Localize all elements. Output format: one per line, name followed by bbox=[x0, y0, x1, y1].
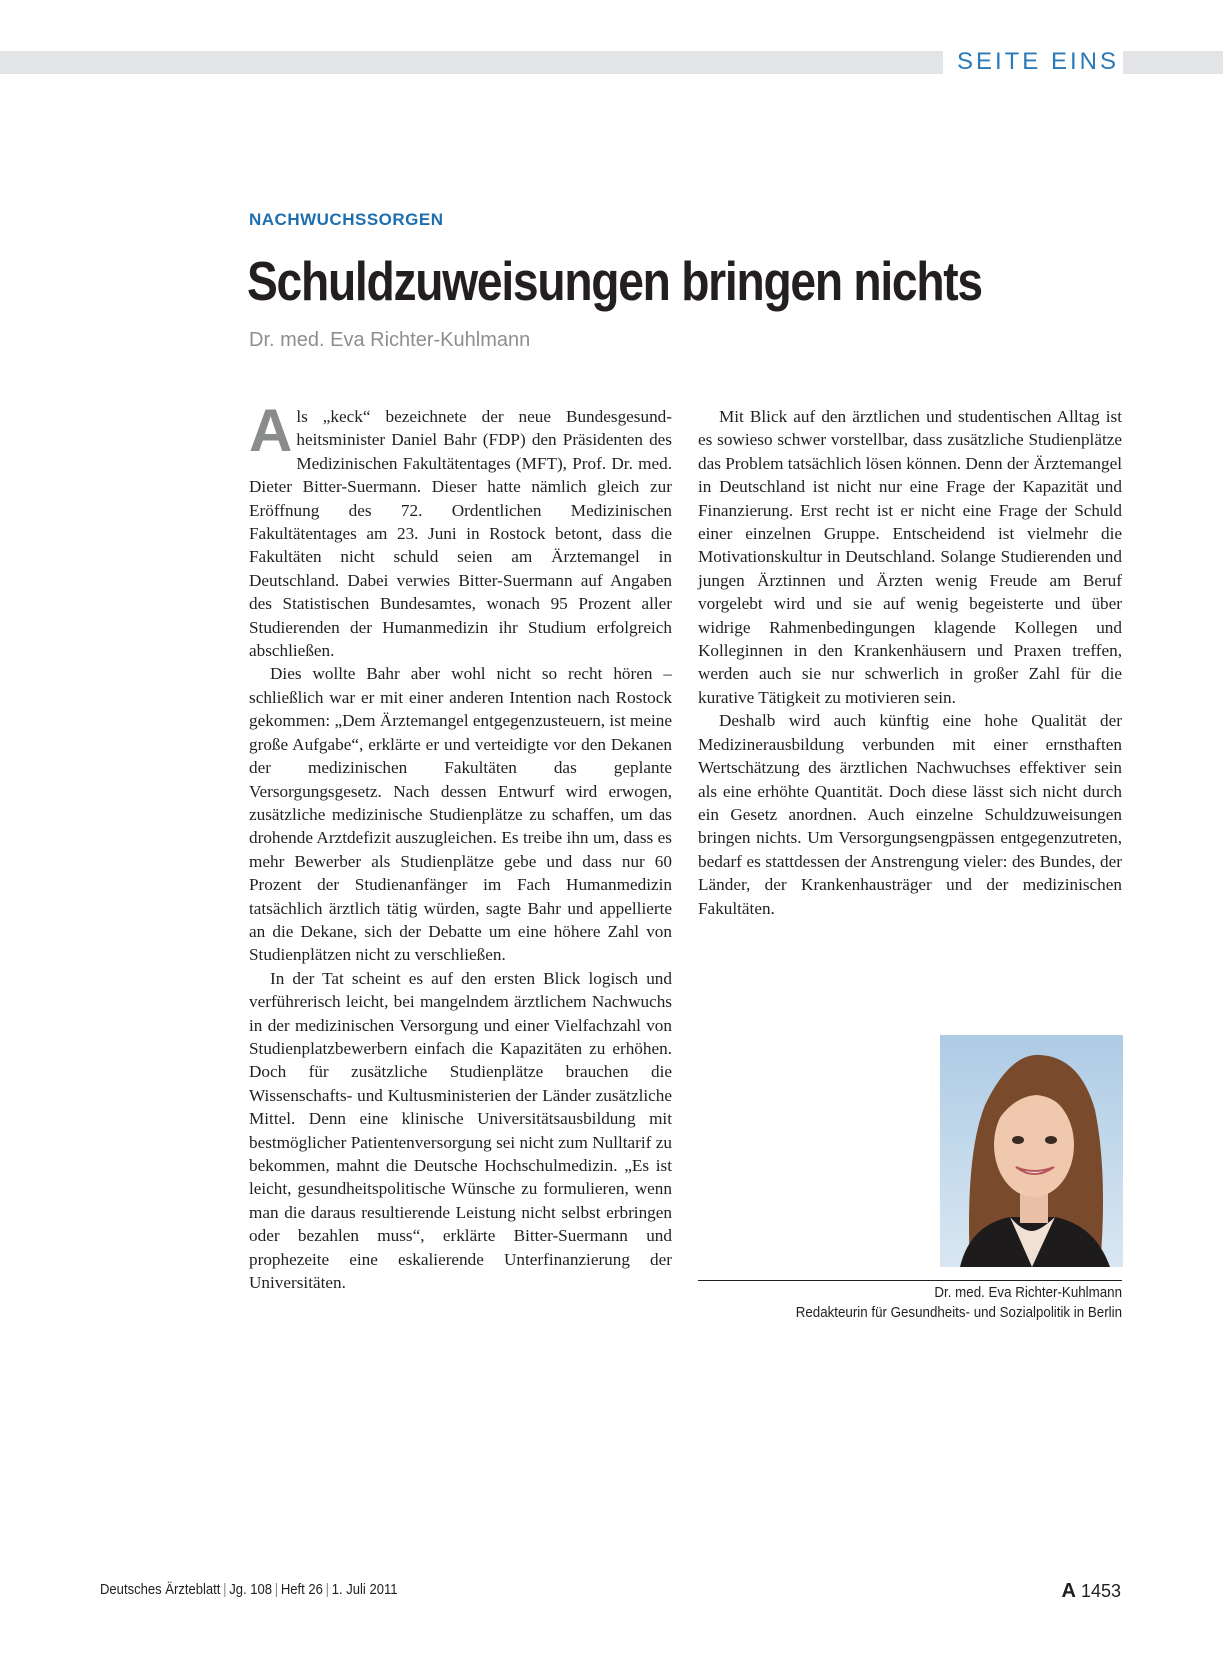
volume: Jg. 108 bbox=[229, 1582, 273, 1598]
caption-name: Dr. med. Eva Richter-Kuhlmann bbox=[934, 1285, 1122, 1301]
right-column bbox=[698, 405, 1122, 920]
paragraph: Als „keck“ bezeichnete der neue Bundesgesundheitsminister Daniel Bahr (FDP) den Präsidenten des Medizinischen Fakultätentages (MFT), Prof. Dr. med. Dieter Bitter-Suermann. Dieser hatte nämlich gleich zur Eröffnung des 72. Ordentlichen Medizinischen Fakultätentages am 23. Juni in Rostock betont, dass die Fakultäten nicht schuld seien am Ärztemangel in Deutschland. Dabei verwies Bitter-Suermann auf Angaben des Statistischen Bundesamtes, wonach 95 Prozent aller Studierenden der Humanmedizin ihr Studium erfolgreich abschließen. bbox=[249, 397, 672, 661]
portrait-caption bbox=[732, 1283, 1122, 1323]
section-label: SEITE EINS bbox=[943, 47, 1123, 77]
separator: | bbox=[325, 1582, 330, 1598]
article-kicker: NACHWUCHSSORGEN bbox=[249, 210, 444, 229]
issue: Heft 26 bbox=[280, 1582, 323, 1598]
portrait-illustration bbox=[940, 1035, 1123, 1267]
separator: | bbox=[223, 1582, 227, 1598]
separator: | bbox=[274, 1582, 279, 1598]
journal-name: Deutsches Ärzteblatt bbox=[100, 1582, 221, 1598]
caption-role: Redakteurin für Gesundheits- und Sozialpolitik in Berlin bbox=[795, 1305, 1122, 1321]
paragraph: Dies wollte Bahr aber wohl nicht so recht hören – schließlich war er mit einer anderen Intention nach Rostock gekommen: „Dem Ärztemangel entgegenzusteuern, ist meine große Aufgabe“, erklärte er und verteidigte vor den Dekanen der medizinischen Fakultäten das geplante Versorgungsgesetz. Nach dessen Entwurf wird erwogen, zusätzliche medizinische Studienplätze zu schaffen, um das drohende Arztdefizit auszugleichen. Es treibe ihn um, dass es mehr Bewerber als Studienplätze gebe und dass nur 60 Prozent der Studienanfänger im Fach Humanmedizin tatsächlich ärztlich tätig würden, sagte Bahr und appellierte an die Dekane, sich der Debatte um eine höhere Zahl von Studienplätzen nicht zu verschließen. bbox=[249, 664, 672, 965]
caption-rule bbox=[698, 1280, 1122, 1281]
article-author: Dr. med. Eva Richter-Kuhlmann bbox=[249, 329, 531, 351]
drop-cap: A bbox=[249, 397, 293, 464]
left-column bbox=[249, 397, 672, 1294]
footer-citation bbox=[100, 1582, 398, 1598]
page-value: 1453 bbox=[1080, 1581, 1121, 1601]
paragraph: Deshalb wird auch künftig eine hohe Qualität der Medizinerausbildung verbunden mit einer ernsthaften Wertschätzung des ärztlichen Nachwuchses effektiver sein als eine erhöhte Quantität. Doch diese lässt sich nicht durch ein Gesetz anordnen. Auch einzelne Schuldzuweisungen bringen nichts. Um Versorgungsengpässen entgegenzutreten, bedarf es stattdessen der Anstrengung vieler: des Bundes, der Länder, der Krankenhausträger und der medizinischen Fakultäten. bbox=[698, 711, 1122, 918]
page-number bbox=[1061, 1580, 1121, 1603]
issue-date: 1. Juli 2011 bbox=[331, 1582, 398, 1598]
author-portrait bbox=[940, 1035, 1123, 1267]
paragraph: Mit Blick auf den ärztlichen und studentischen Alltag ist es sowieso schwer vorstellbar, dass zusätzliche Studienplätze das Problem tatsächlich lösen können. Denn der Ärztemangel in Deutschland ist nicht nur eine Frage der Kapazität und Finanzierung. Erst recht ist er nicht eine Frage der Schuld einer einzelnen Gruppe. Entscheidend ist vielmehr die Motivationskultur in Deutschland. Solange Studierenden und jungen Ärztinnen und Ärzten wenig Freude am Beruf vorgelebt wird und sie auf wenig begeisterte und über widrige Rahmenbedingungen klagende Kollegen und Kolleginnen in den Krankenhäusern und Praxen treffen, werden auch sie nur schwerlich in großer Zahl für die kurative Tätigkeit zu motivieren sein. bbox=[698, 407, 1122, 707]
page-prefix: A bbox=[1061, 1580, 1076, 1602]
paragraph: In der Tat scheint es auf den ersten Blick logisch und verführerisch leicht, bei mangelndem ärztlichem Nachwuchs in der medizinischen Versorgung und einer Vielfachzahl von Studienplatzbewerbern einfach die Kapazitäten zu erhöhen. Doch für zusätzliche Studienplätze brauchen die Wissenschafts- und Kultusministerien der Länder zusätzliche Mittel. Denn eine klinische Universitätsausbildung mit bestmöglicher Patientenversorgung sei nicht zum Nulltarif zu bekommen, mahnt die Deutsche Hochschulmedizin. „Es ist leicht, gesundheitspolitische Wünsche zu formulieren, wenn man die daraus resultierende Leistung nicht selbst erbringen oder bezahlen muss“, erklärte Bitter-Suermann und prophezeite eine eskalierende Unterfinanzierung der Universitäten. bbox=[249, 968, 672, 1293]
article-title: Schuldzuweisungen bringen nichts bbox=[247, 250, 982, 312]
